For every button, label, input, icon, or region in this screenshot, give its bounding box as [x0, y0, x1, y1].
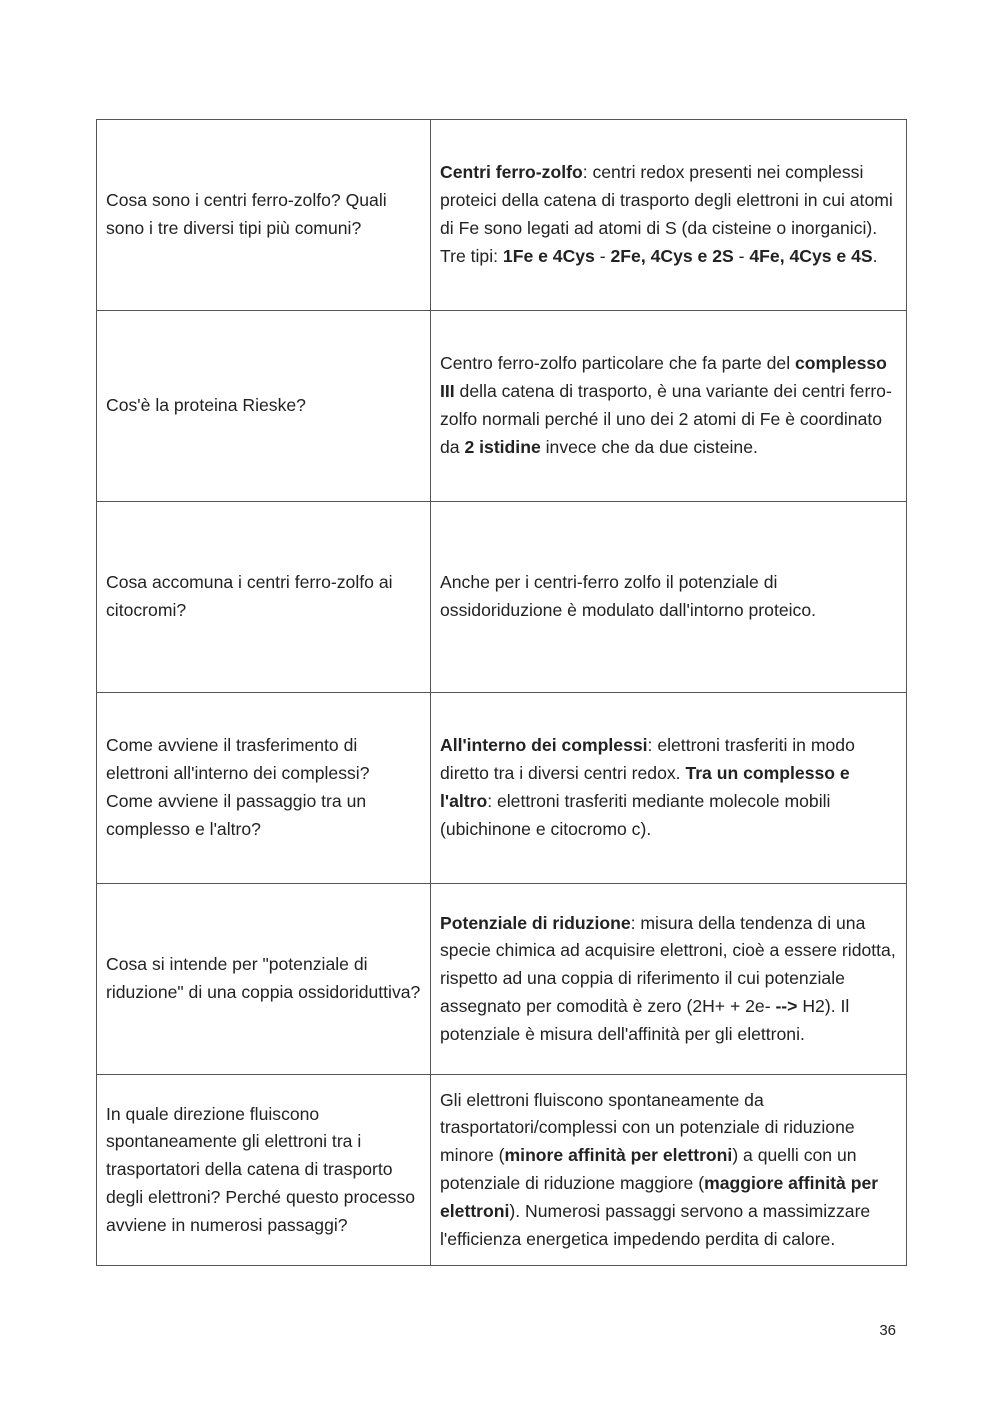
answer-bold-segment: 2 istidine [464, 436, 541, 457]
answer-segment: invece che da due cisteine. [540, 436, 758, 457]
table-row [97, 693, 907, 884]
answer-segment: . [872, 245, 878, 266]
table-row [97, 311, 907, 502]
question-cell: Cosa sono i centri ferro-zolfo? Quali sono i tre diversi tipi più comuni? [97, 120, 431, 311]
table-row [97, 884, 907, 1075]
question-cell: Cos'è la proteina Rieske? [97, 311, 431, 502]
table-row [97, 502, 907, 693]
answer-bold-segment: All'interno dei complessi [440, 735, 648, 756]
answer-cell [431, 884, 907, 1075]
question-cell: In quale direzione fluiscono spontaneamente gli elettroni tra i trasportatori della catena di trasporto degli elettroni? Perché questo processo avviene in numerosi passaggi? [97, 1075, 431, 1266]
answer-cell [431, 502, 907, 693]
answer-cell [431, 693, 907, 884]
answer-segment: : centri redox presenti nei complessi proteici della catena di trasporto degli elettroni in cui atomi di Fe sono legati ad atomi di S (da cisteine o inorganici). Tre tipi: [440, 162, 893, 266]
answer-bold-segment: Potenziale di riduzione [440, 912, 631, 933]
question-cell: Cosa si intende per "potenziale di riduzione" di una coppia ossidoriduttiva? [97, 884, 431, 1075]
answer-segment: Anche per i centri-ferro zolfo il potenziale di ossidoriduzione è modulato dall'intorno proteico. [440, 572, 816, 620]
answer-bold-segment: Tra un complesso e l'altro [440, 763, 850, 811]
answer-bold-segment: complesso III [440, 353, 887, 402]
answer-segment: ) a quelli con un potenziale di riduzione maggiore ( [440, 1145, 857, 1193]
question-cell: Cosa accomuna i centri ferro-zolfo ai citocromi? [97, 502, 431, 693]
answer-segment: H2). Il potenziale è misura dell'affinità per gli elettroni. [440, 995, 850, 1044]
answer-bold-segment: maggiore affinità per elettroni [440, 1173, 879, 1221]
answer-bold-segment: --> [775, 995, 798, 1016]
question-cell: Come avviene il trasferimento di elettroni all'interno dei complessi? Come avviene il passaggio tra un complesso e l'altro? [97, 693, 431, 884]
answer-cell [431, 311, 907, 502]
answer-bold-segment: 4Fe, 4Cys e 4S [749, 245, 873, 266]
answer-bold-segment: 1Fe e 4Cys [502, 245, 595, 266]
answer-bold-segment: minore affinità per elettroni [504, 1145, 733, 1166]
answer-segment: - [733, 245, 750, 266]
answer-cell [431, 1075, 907, 1266]
answer-segment: della catena di trasporto, è una variante dei centri ferro-zolfo normali perché il uno dei 2 atomi di Fe è coordinato da [440, 381, 892, 457]
answer-segment: Centro ferro-zolfo particolare che fa parte del [440, 353, 795, 374]
answer-segment: : elettroni trasferiti mediante molecole mobili (ubichinone e citocromo c). [440, 791, 831, 839]
qa-table [96, 119, 907, 1266]
table-row [97, 120, 907, 311]
answer-segment: : misura della tendenza di una specie chimica ad acquisire elettroni, cioè a essere ridotta, rispetto ad una coppia di riferimento il cui potenziale assegnato per comodità è zero (2H+ + 2e- [440, 912, 896, 1016]
answer-segment: ). Numerosi passaggi servono a massimizzare l'efficienza energetica impedendo perdita di calore. [440, 1200, 871, 1249]
answer-bold-segment: 2Fe, 4Cys e 2S [610, 245, 734, 266]
answer-cell [431, 120, 907, 311]
answer-segment: Gli elettroni fluiscono spontaneamente da trasportatori/complessi con un potenziale di riduzione minore ( [440, 1089, 855, 1166]
answer-segment: - [594, 245, 611, 266]
answer-segment: : elettroni trasferiti in modo diretto tra i diversi centri redox. [440, 735, 855, 784]
answer-bold-segment: Centri ferro-zolfo [440, 162, 583, 183]
table-row [97, 1075, 907, 1266]
page-number: 36 [879, 1322, 896, 1339]
